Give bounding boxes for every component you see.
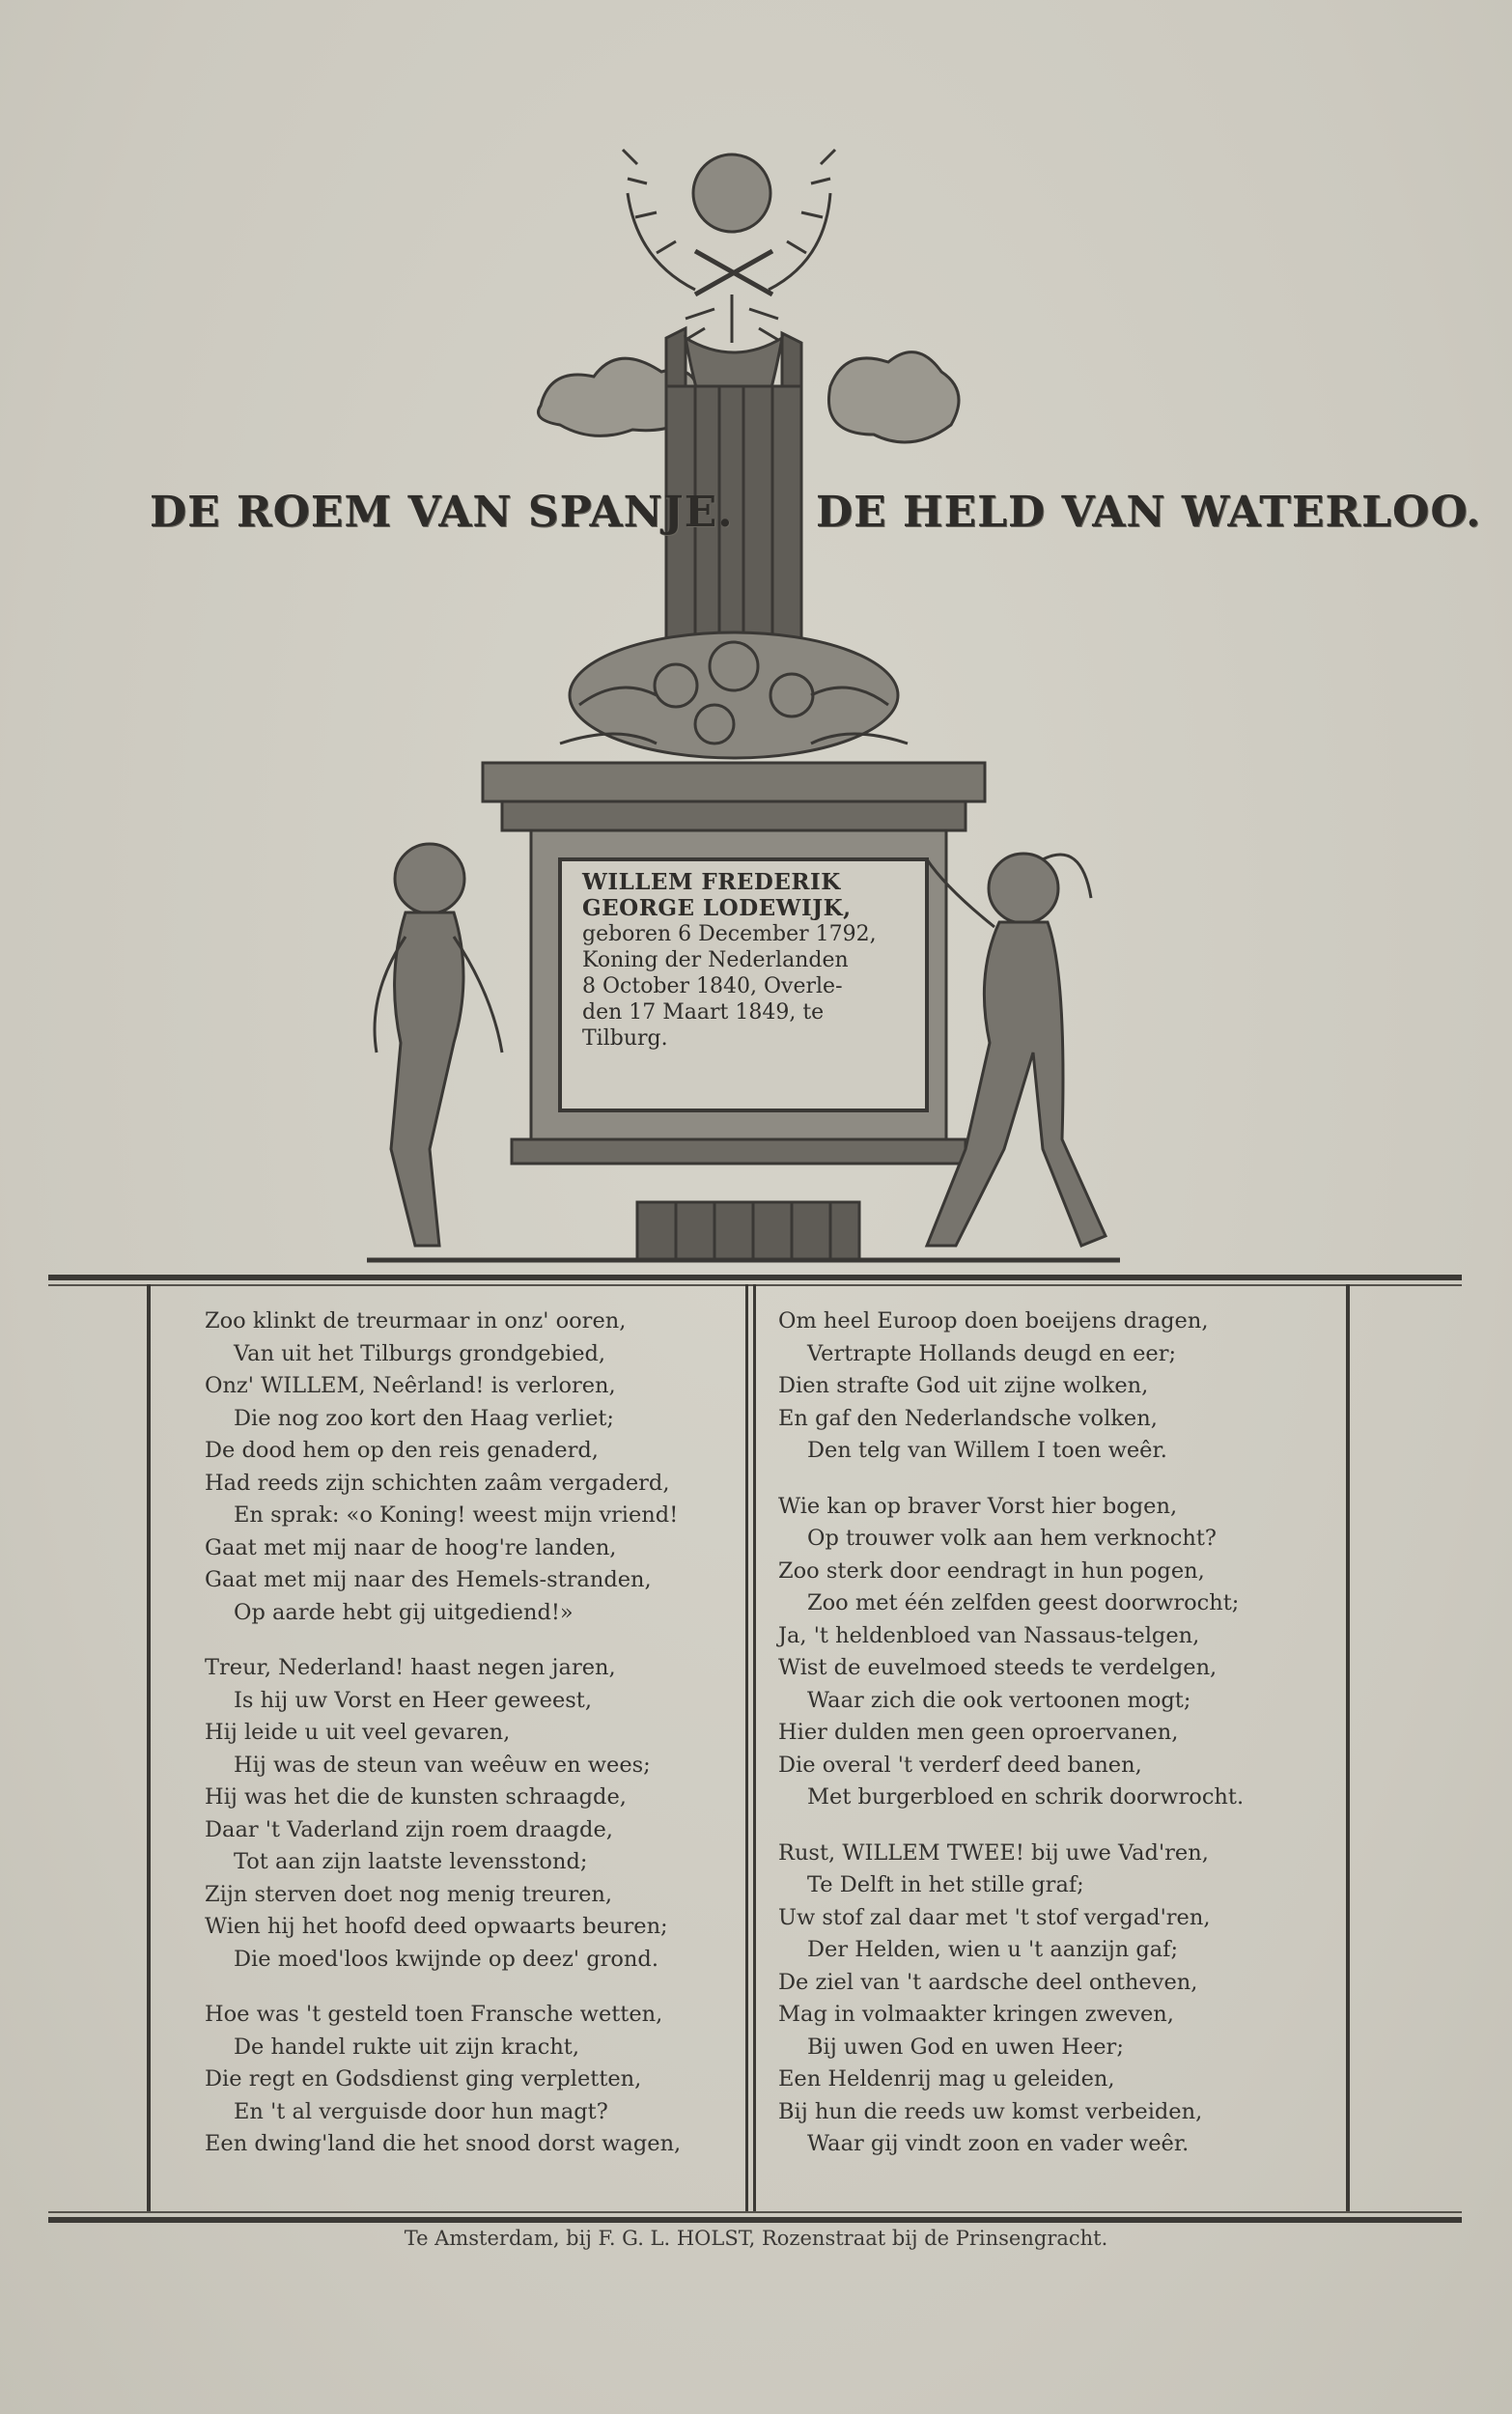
verse-line: Hij was het die de kunsten schraagde, xyxy=(205,1784,627,1810)
verse-line: Dien strafte God uit zijne wolken, xyxy=(778,1373,1149,1398)
headline-left: DE ROEM VAN SPANJE. xyxy=(150,488,734,537)
verse-line: Daar 't Vaderland zijn roem draagde, xyxy=(205,1816,613,1842)
verse-line: Die regt en Godsdienst ging verpletten, xyxy=(205,2066,642,2091)
verse-line: Hij leide u uit veel gevaren, xyxy=(205,1720,511,1745)
frame-rule-bottom-thin xyxy=(48,2211,1462,2213)
verse-line: Die moed'loos kwijnde op deez' grond. xyxy=(234,1946,658,1972)
inscription-line: Tilburg. xyxy=(582,1026,668,1051)
verse-line: Den telg van Willem I toen weêr. xyxy=(807,1438,1167,1463)
verse-line: Hij was de steun van weêuw en wees; xyxy=(234,1752,651,1778)
verse-line: Te Delft in het stille graf; xyxy=(807,1872,1084,1897)
verse-line: Hoe was 't gesteld toen Fransche wetten, xyxy=(205,2002,663,2027)
poem-column-left xyxy=(205,1305,681,2184)
verse-line: Die nog zoo kort den Haag verliet; xyxy=(234,1405,615,1431)
verse-line: Zoo klinkt de treurmaar in onz' ooren, xyxy=(205,1308,627,1333)
verse-line: Onz' WILLEM, Neêrland! is verloren, xyxy=(205,1373,616,1398)
monument-inscription xyxy=(582,869,930,1072)
headline-right: DE HELD VAN WATERLOO. xyxy=(816,488,1482,537)
inscription-line: Koning der Nederlanden xyxy=(582,948,849,972)
verse-line: Gaat met mij naar des Hemels-stranden, xyxy=(205,1567,652,1592)
printer-imprint: Te Amsterdam, bij F. G. L. HOLST, Rozenstraat bij de Prinsengracht. xyxy=(404,2227,1108,2250)
stanza xyxy=(205,1305,681,1629)
verse-line: Wist de euvelmoed steeds te verdelgen, xyxy=(778,1655,1218,1680)
verse-line: Had reeds zijn schichten zaâm vergaderd, xyxy=(205,1470,670,1496)
verse-line: Waar gij vindt zoon en vader weêr. xyxy=(807,2131,1190,2156)
verse-line: Uw stof zal daar met 't stof vergad'ren, xyxy=(778,1904,1211,1930)
verse-line: Is hij uw Vorst en Heer geweest, xyxy=(234,1687,592,1713)
verse-line: Gaat met mij naar de hoog're landen, xyxy=(205,1534,617,1560)
inscription-line: geboren 6 December 1792, xyxy=(582,922,877,946)
verse-line: Om heel Euroop doen boeijens dragen, xyxy=(778,1308,1209,1333)
inscription-line: 8 October 1840, Overle- xyxy=(582,974,843,998)
verse-line: Wie kan op braver Vorst hier bogen, xyxy=(778,1493,1178,1519)
frame-rule-top xyxy=(48,1275,1462,1280)
verse-line: Waar zich die ook vertoonen mogt; xyxy=(807,1687,1191,1713)
frame-rule-bottom xyxy=(48,2217,1462,2223)
inscription-line: WILLEM FREDERIK xyxy=(582,869,841,895)
stanza xyxy=(205,1652,681,1976)
verse-line: Bij hun die reeds uw komst verbeiden, xyxy=(778,2098,1203,2124)
verse-line: Ja, 't heldenbloed van Nassaus-telgen, xyxy=(778,1622,1200,1648)
verse-line: En gaf den Nederlandsche volken, xyxy=(778,1405,1158,1431)
verse-line: Mag in volmaakter kringen zweven, xyxy=(778,2002,1174,2027)
verse-line: Hier dulden men geen oproervanen, xyxy=(778,1720,1179,1745)
verse-line: Rust, WILLEM TWEE! bij uwe Vad'ren, xyxy=(778,1839,1209,1866)
verse-line: Zoo sterk door eendragt in hun pogen, xyxy=(778,1558,1205,1584)
monument-woodcut-illustration xyxy=(348,126,1159,1284)
poem-column-right xyxy=(778,1305,1244,2184)
verse-line: De ziel van 't aardsche deel ontheven, xyxy=(778,1969,1198,1995)
verse-line: Wien hij het hoofd deed opwaarts beuren; xyxy=(205,1914,668,1939)
verse-line: Vertrapte Hollands deugd en eer; xyxy=(807,1340,1177,1366)
verse-line: Zijn sterven doet nog menig treuren, xyxy=(205,1881,613,1907)
verse-line: En 't al verguisde door hun magt? xyxy=(234,2098,608,2124)
verse-line: Op aarde hebt gij uitgediend!» xyxy=(234,1599,574,1625)
stanza xyxy=(778,1491,1244,1814)
verse-line: Zoo met één zelfden geest doorwrocht; xyxy=(807,1590,1240,1615)
verse-line: Die overal 't verderf deed banen, xyxy=(778,1752,1142,1778)
verse-line: Met burgerbloed en schrik doorwrocht. xyxy=(807,1784,1245,1810)
verse-line: Een Heldenrij mag u geleiden, xyxy=(778,2066,1115,2091)
verse-line: De handel rukte uit zijn kracht, xyxy=(234,2034,580,2060)
frame-rule-left xyxy=(147,1284,151,2213)
column-divider xyxy=(745,1284,748,2213)
verse-line: Der Helden, wien u 't aanzijn gaf; xyxy=(807,1937,1179,1962)
verse-line: Van uit het Tilburgs grondgebied, xyxy=(234,1340,606,1366)
stanza xyxy=(778,1838,1244,2161)
verse-line: Bij uwen God en uwen Heer; xyxy=(807,2034,1124,2060)
stanza xyxy=(205,1999,681,2161)
verse-line: Een dwing'land die het snood dorst wagen, xyxy=(205,2131,682,2156)
inscription-line: den 17 Maart 1849, te xyxy=(582,1000,825,1025)
stanza xyxy=(778,1305,1244,1468)
inscription-line: GEORGE LODEWIJK, xyxy=(582,895,852,921)
verse-line: Op trouwer volk aan hem verknocht? xyxy=(807,1526,1217,1551)
frame-rule-right xyxy=(1346,1284,1350,2213)
verse-line: Tot aan zijn laatste levensstond; xyxy=(234,1849,588,1874)
column-divider xyxy=(753,1284,756,2213)
verse-line: De dood hem op den reis genaderd, xyxy=(205,1438,599,1463)
verse-line: En sprak: «o Koning! weest mijn vriend! xyxy=(234,1502,679,1528)
verse-line: Treur, Nederland! haast negen jaren, xyxy=(205,1655,616,1680)
